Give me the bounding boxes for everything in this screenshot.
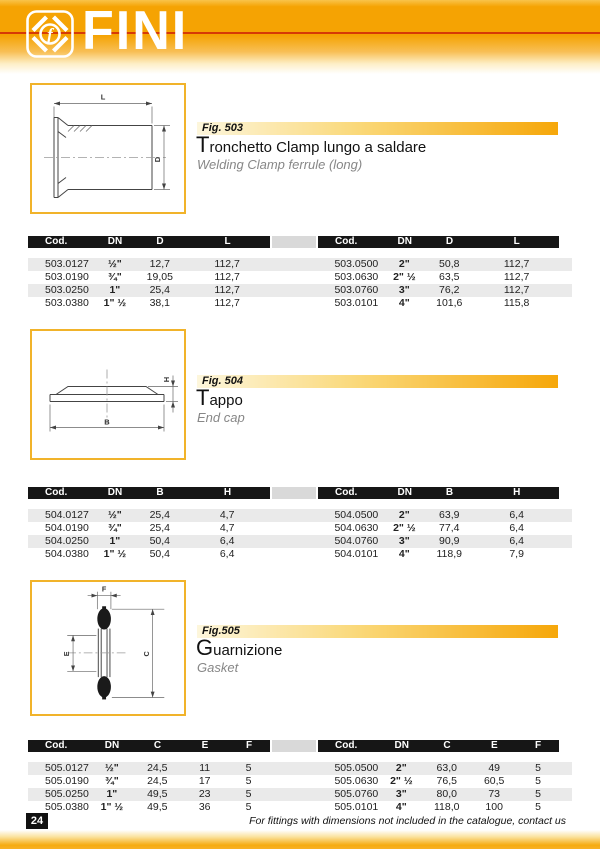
column-header: D (445, 236, 454, 247)
table-cell: 7,9 (509, 548, 524, 560)
column-header: C (153, 740, 162, 751)
dimension-label-C: C (141, 651, 151, 657)
table-body-503 (28, 258, 572, 310)
table-body-504 (28, 509, 572, 561)
table-cell: 24,5 (147, 775, 168, 787)
table-cell: 503.0101 (334, 297, 379, 309)
column-header: B (156, 487, 164, 498)
table-cell: 2" (395, 762, 407, 774)
table-cell: 503.0380 (45, 297, 89, 309)
table-cell: 50,4 (149, 548, 170, 560)
table-body-505 (28, 762, 572, 814)
table-cell: 504.0250 (45, 535, 89, 547)
column-header: Cod. (335, 236, 358, 247)
dimension-label-D: D (153, 156, 162, 163)
table-cell: 5 (245, 775, 252, 787)
table-cell: 50,8 (439, 258, 460, 270)
title-initial: G (196, 635, 214, 660)
table-cell: ¾" (104, 775, 119, 787)
brand-wordmark: FINI (82, 0, 189, 62)
table-cell: 23 (198, 788, 211, 800)
table-cell: 1" (106, 788, 118, 800)
footer-bar (0, 830, 600, 849)
table-cell: 503.0630 (334, 271, 379, 283)
header-connector (272, 740, 316, 752)
technical-drawing-endcap (32, 331, 184, 458)
column-header: DN (397, 487, 412, 498)
table-cell: 112,7 (214, 297, 240, 309)
figure-box-505 (30, 580, 186, 716)
table-cell: 112,7 (214, 258, 240, 270)
table-cell: 505.0190 (45, 775, 89, 787)
table-cell: 25,4 (149, 509, 170, 521)
header-bar-right (318, 740, 559, 752)
table-cell: 505.0630 (334, 775, 379, 787)
table-cell: ½" (104, 762, 119, 774)
table-cell: 38,1 (149, 297, 170, 309)
fig-label: Fig. 504 (202, 375, 243, 387)
footer-note: For fittings with dimensions not included in the catalogue, contact us (249, 815, 566, 827)
header-bar-left (28, 487, 270, 499)
column-header: B (445, 487, 454, 498)
header-bar-right (318, 236, 559, 248)
table-cell: 503.0760 (334, 284, 379, 296)
column-header: Cod. (335, 487, 358, 498)
table-cell: 1" (109, 535, 121, 547)
column-header: DN (397, 236, 412, 247)
table-cell: 49 (488, 762, 500, 774)
table-cell: 505.0127 (45, 762, 89, 774)
table-cell: 1" ½ (103, 297, 127, 309)
table-cell: 63,5 (439, 271, 460, 283)
technical-drawing-gasket (32, 582, 184, 714)
table-cell: 63,9 (439, 509, 460, 521)
column-header: E (490, 740, 498, 751)
table-cell: 76,5 (436, 775, 457, 787)
table-cell: 4" (395, 801, 407, 813)
table-cell: 505.0380 (45, 801, 89, 813)
table-cell: 5 (535, 801, 541, 813)
table-cell: 17 (198, 775, 211, 787)
table-cell: 6,4 (509, 522, 524, 534)
table-cell: 5 (535, 775, 541, 787)
column-header: H (223, 487, 232, 498)
dimension-label-L: L (100, 92, 106, 102)
header-connector (272, 236, 316, 248)
section-title-503 (196, 134, 426, 159)
figure-box-504 (30, 329, 186, 460)
table-cell: 504.0101 (334, 548, 379, 560)
table-header-504 (28, 487, 572, 499)
table-cell: 80,0 (436, 788, 457, 800)
fig-label: Fig. 503 (202, 122, 243, 134)
table-cell: 2" ½ (393, 522, 416, 534)
column-header: E (201, 740, 209, 751)
title-initial: T (196, 132, 210, 157)
table-cell: 2" ½ (390, 775, 413, 787)
section-subtitle-504: End cap (197, 410, 245, 425)
title-initial: T (196, 385, 210, 410)
table-cell: 1" ½ (100, 801, 124, 813)
section-subtitle-505: Gasket (197, 660, 239, 675)
table-cell: 504.0630 (334, 522, 379, 534)
table-cell: ½" (107, 509, 122, 521)
column-header: H (513, 487, 521, 498)
table-cell: 505.0101 (334, 801, 379, 813)
table-cell: 11 (199, 762, 211, 774)
column-header: Cod. (335, 740, 358, 751)
table-cell: 49,5 (147, 801, 168, 813)
table-cell: 503.0500 (334, 258, 379, 270)
table-cell: 5 (245, 788, 252, 800)
table-cell: 112,7 (503, 271, 530, 283)
table-row (28, 535, 572, 548)
page-header (0, 0, 600, 74)
table-cell: 5 (245, 762, 252, 774)
header-bar-left (28, 740, 270, 752)
table-cell: 25,4 (149, 522, 170, 534)
table-header-505 (28, 740, 572, 752)
table-cell: 112,7 (503, 258, 530, 270)
table-cell: 503.0250 (45, 284, 89, 296)
fini-logo-icon (25, 9, 75, 59)
table-cell: 5 (535, 762, 541, 774)
table-cell: 73 (488, 788, 500, 800)
table-cell: ½" (107, 258, 122, 270)
table-cell: 112,7 (214, 284, 240, 296)
table-cell: 12,7 (149, 258, 170, 270)
table-row (28, 284, 572, 297)
table-cell: 505.0760 (334, 788, 379, 800)
table-cell: 6,4 (219, 548, 235, 560)
table-cell: 5 (245, 801, 252, 813)
table-cell: 118,9 (436, 548, 462, 560)
column-header: F (535, 740, 542, 751)
table-505 (28, 740, 572, 814)
table-cell: 90,9 (439, 535, 460, 547)
table-cell: 60,5 (483, 775, 505, 787)
fig-label: Fig.505 (202, 625, 240, 637)
table-cell: 118,0 (434, 801, 460, 813)
column-header: Cod. (45, 487, 68, 498)
page-number: 24 (26, 813, 48, 829)
column-header: L (513, 236, 520, 247)
table-row (28, 522, 572, 535)
table-503 (28, 236, 572, 310)
table-cell: 115,8 (503, 297, 530, 309)
table-row (28, 548, 572, 561)
table-cell: 101,6 (436, 297, 463, 309)
table-cell: 36 (198, 801, 211, 813)
table-cell: 63,0 (436, 762, 457, 774)
table-row (28, 258, 572, 271)
table-cell: 6,4 (509, 509, 524, 521)
figure-box-503 (30, 83, 186, 214)
header-bar-left (28, 236, 270, 248)
table-cell: 5 (535, 788, 541, 800)
table-cell: 504.0380 (45, 548, 89, 560)
table-cell: 3" (395, 788, 407, 800)
column-header: C (443, 740, 451, 751)
table-cell: 4,7 (219, 509, 235, 521)
table-cell: 1" (109, 284, 121, 296)
table-cell: 49,5 (147, 788, 168, 800)
table-cell: 504.0190 (45, 522, 89, 534)
header-bar-right (318, 487, 559, 499)
title-rest: uarnizione (213, 642, 283, 659)
table-cell: 503.0190 (45, 271, 89, 283)
table-cell: 6,4 (219, 535, 235, 547)
table-row (28, 271, 572, 284)
section-subtitle-503: Welding Clamp ferrule (long) (197, 157, 363, 172)
column-header: F (245, 740, 253, 751)
column-header: DN (394, 740, 409, 751)
table-cell: 112,7 (214, 271, 240, 283)
dimension-label-E: E (62, 651, 72, 657)
table-cell: 3" (398, 284, 410, 296)
column-header: DN (107, 236, 123, 247)
table-row (28, 509, 572, 522)
table-row (28, 297, 572, 310)
column-header: Cod. (45, 740, 68, 751)
table-cell: 3" (398, 535, 410, 547)
logo-letter: f (47, 25, 53, 44)
table-cell: 100 (485, 801, 503, 813)
table-row (28, 775, 572, 788)
table-cell: ¾" (107, 522, 122, 534)
table-cell: 24,5 (147, 762, 168, 774)
table-cell: 4" (398, 548, 410, 560)
table-cell: 4,7 (219, 522, 235, 534)
table-cell: 77,4 (439, 522, 460, 534)
table-cell: 2" (398, 258, 410, 270)
section-title-505 (196, 637, 282, 662)
fig-banner-504 (197, 375, 558, 388)
table-cell: 505.0500 (334, 762, 379, 774)
table-cell: 112,7 (503, 284, 530, 296)
dimension-label-B: B (104, 417, 110, 427)
technical-drawing-ferrule (32, 85, 184, 212)
table-504 (28, 487, 572, 561)
title-rest: appo (209, 392, 243, 409)
table-cell: 76,2 (439, 284, 460, 296)
section-title-504 (196, 387, 243, 412)
column-header: DN (104, 740, 120, 751)
table-row (28, 762, 572, 775)
table-header-503 (28, 236, 572, 248)
table-cell: 504.0127 (45, 509, 89, 521)
table-row (28, 801, 572, 814)
column-header: Cod. (45, 236, 68, 247)
header-connector (272, 487, 316, 499)
column-header: DN (107, 487, 123, 498)
table-cell: 504.0500 (334, 509, 379, 521)
table-cell: 50,4 (149, 535, 170, 547)
column-header: L (224, 236, 231, 247)
table-cell: 504.0760 (334, 535, 379, 547)
table-cell: 503.0127 (45, 258, 89, 270)
table-cell: 505.0250 (45, 788, 89, 800)
table-cell: 1" ½ (103, 548, 127, 560)
table-cell: 4" (398, 297, 410, 309)
table-cell: 6,4 (509, 535, 524, 547)
table-cell: 2" ½ (393, 271, 416, 283)
dimension-label-H: H (162, 376, 171, 383)
table-cell: 19,05 (146, 271, 173, 283)
title-rest: ronchetto Clamp lungo a saldare (209, 139, 427, 156)
table-row (28, 788, 572, 801)
table-cell: ¾" (107, 271, 122, 283)
column-header: D (156, 236, 164, 247)
table-cell: 2" (398, 509, 410, 521)
table-cell: 25,4 (149, 284, 170, 296)
dimension-label-F: F (101, 584, 107, 594)
